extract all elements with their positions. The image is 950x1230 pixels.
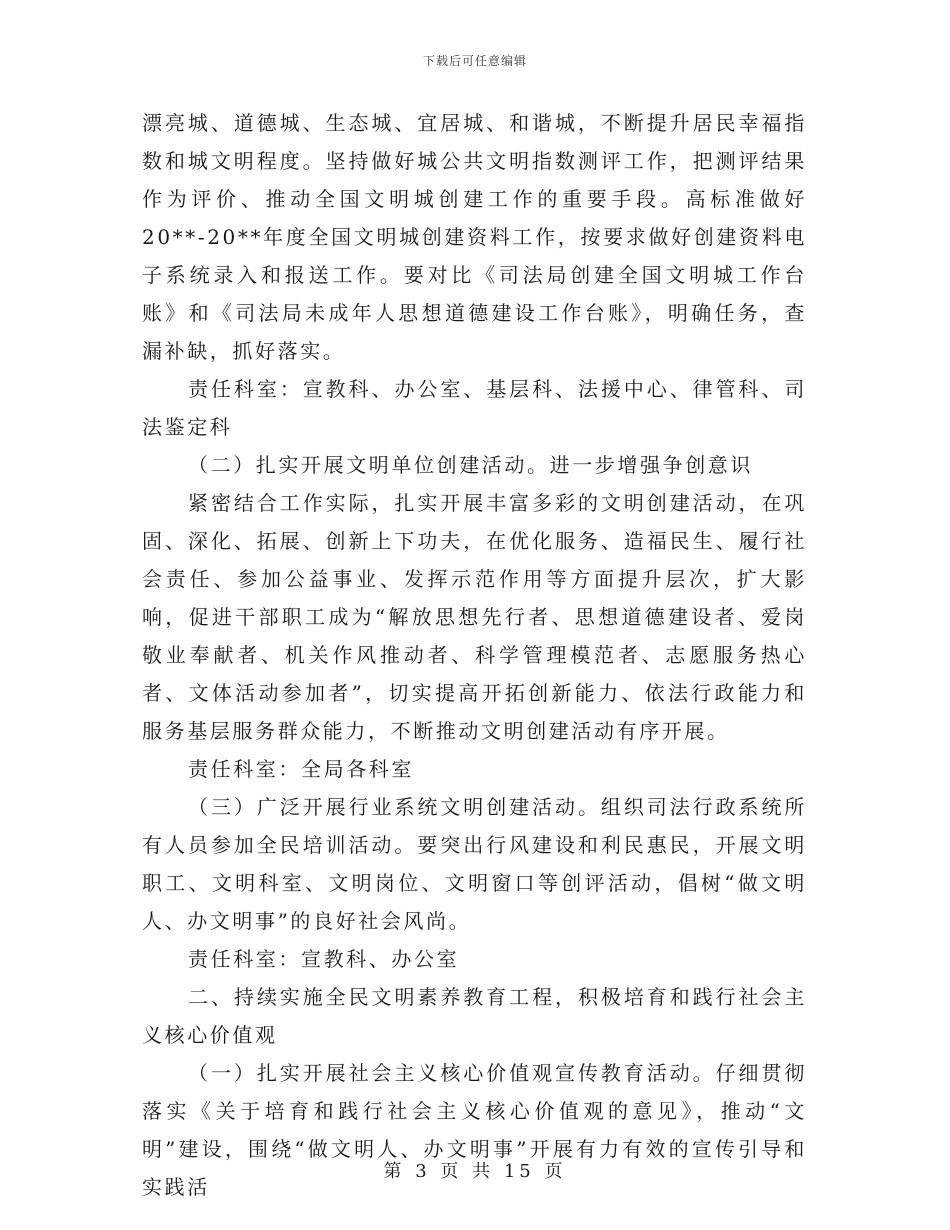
page-header: 下载后可任意编辑 — [422, 54, 527, 68]
document-body — [142, 104, 807, 1206]
responsible-office-2: 责任科室：全局各科室 — [188, 757, 414, 781]
paragraph-2: 紧密结合工作实际，扎实开展丰富多彩的文明创建活动，在巩固、深化、拓展、创新上下功夫，在优化服务、造福民生、履行社会责任、参加公益事业、发挥示范作用等方面提升层次，扩大影响，促进干部职工成为“解放思想先行者、思想道德建设者、爱岗敬业奉献者、机关作风推动者、科学管理模范者、志愿服务热心者、文体活动参加者”，切实提高开拓创新能力、依法行政能力和服务基层服务群众能力，不断推动文明创建活动有序开展。 — [142, 491, 807, 743]
responsible-office-1: 责任科室：宣教科、办公室、基层科、法援中心、律管科、司法鉴定科 — [142, 377, 807, 439]
paragraph-1: 漂亮城、道德城、生态城、宜居城、和谐城，不断提升居民幸福指数和城文明程度。坚持做好城公共文明指数测评工作，把测评结果作为评价、推动全国文明城创建工作的重要手段。高标准做好20**-20**年度全国文明城创建资料工作，按要求做好创建资料电子系统录入和报送工作。要对比《司法局创建全国文明城工作台账》和《司法局未成年人思想道德建设工作台账》，明确任务，查漏补缺，抓好落实。 — [142, 111, 807, 363]
page-number: 第 3 页 共 15 页 — [383, 1161, 567, 1182]
responsible-office-3: 责任科室：宣教科、办公室 — [188, 947, 460, 971]
section-heading-3: （三）广泛开展行业系统文明创建活动。组织司法行政系统所有人员参加全民培训活动。要突出行风建设和利民惠民，开展文明职工、文明科室、文明岗位、文明窗口等创评活动，倡树“做文明人、办文明事”的良好社会风尚。 — [142, 795, 807, 933]
chapter-heading-2: 二、持续实施全民文明素养教育工程，积极培育和践行社会主义核心价值观 — [142, 985, 807, 1047]
section-heading-2-1: （一）扎实开展社会主义核心价值观宣传教育活动。仔细贯彻落实《关于培育和践行社会主义核心价值观的意见》，推动“文明”建设，围绕“做文明人、办文明事”开展有力有效的宣传引导和实践活 — [142, 1061, 807, 1199]
section-heading-2: （二）扎实开展文明单位创建活动。进一步增强争创意识 — [188, 453, 753, 477]
